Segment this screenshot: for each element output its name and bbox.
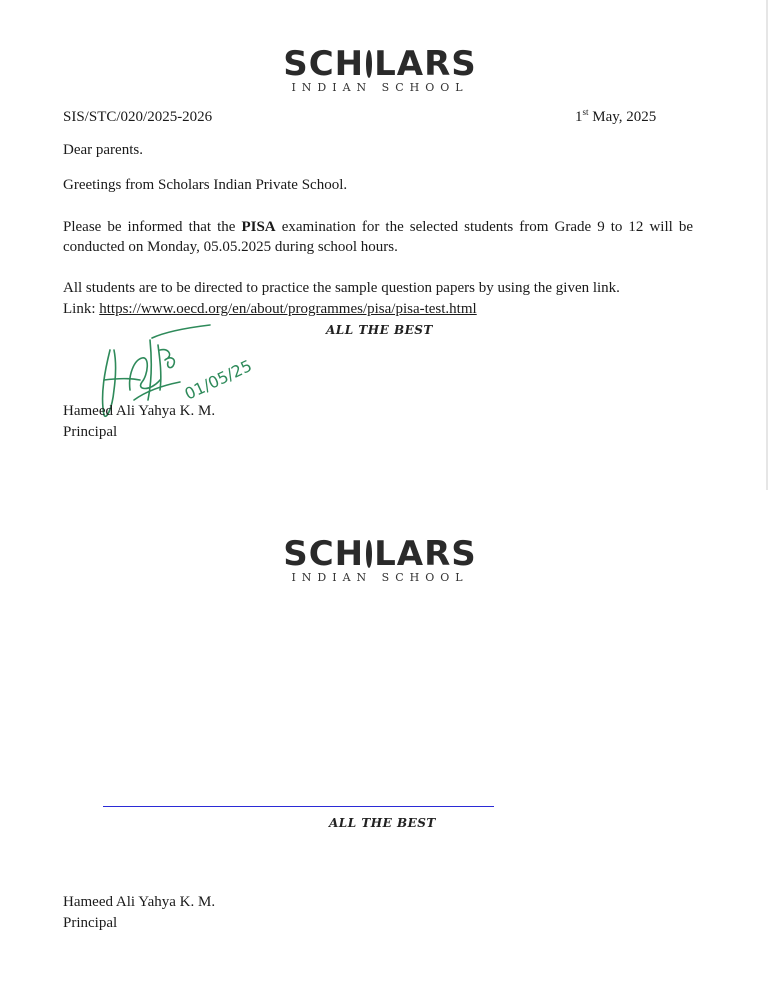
closing-wish: ALL THE BEST [326, 323, 433, 337]
globe-icon [366, 50, 372, 78]
signer-title: Principal [63, 424, 118, 440]
signature-date: 01/05/25 [181, 356, 255, 404]
letter-date: 1st May, 2025 [575, 107, 657, 125]
exam-name: PISA [241, 219, 276, 235]
horizontal-rule [103, 806, 494, 807]
closing-wish-copy: ALL THE BEST [329, 816, 436, 830]
school-logo [283, 44, 477, 97]
salutation: Dear parents. [63, 142, 143, 158]
signer-title-copy: Principal [63, 915, 118, 931]
school-logo-copy [283, 534, 477, 587]
greeting: Greetings from Scholars Indian Private School. [63, 177, 348, 193]
logo-subtitle: INDIAN SCHOOL [291, 81, 469, 94]
logo-wordmark: SCH LARS [283, 44, 477, 84]
link-line: Link: https://www.oecd.org/en/about/programmes/pisa/pisa-test.html [63, 301, 477, 317]
globe-icon [366, 540, 372, 568]
signer-name: Hameed Ali Yahya K. M. [63, 403, 216, 419]
practice-instruction: All students are to be directed to practice the sample question papers by using the given link. [63, 280, 620, 296]
reference-number: SIS/STC/020/2025-2026 [63, 109, 213, 125]
logo-wordmark-copy: SCH LARS [283, 534, 477, 574]
pisa-test-link[interactable]: https://www.oecd.org/en/about/programmes/pisa/pisa-test.html [99, 301, 477, 317]
exam-notice-paragraph: Please be informed that the PISA examination for the selected students from Grade 9 to 12 will be conducted on Monday, 05.05.2025 during school hours. [63, 219, 693, 255]
logo-subtitle-copy: INDIAN SCHOOL [291, 571, 469, 584]
signer-name-copy: Hameed Ali Yahya K. M. [63, 894, 216, 910]
